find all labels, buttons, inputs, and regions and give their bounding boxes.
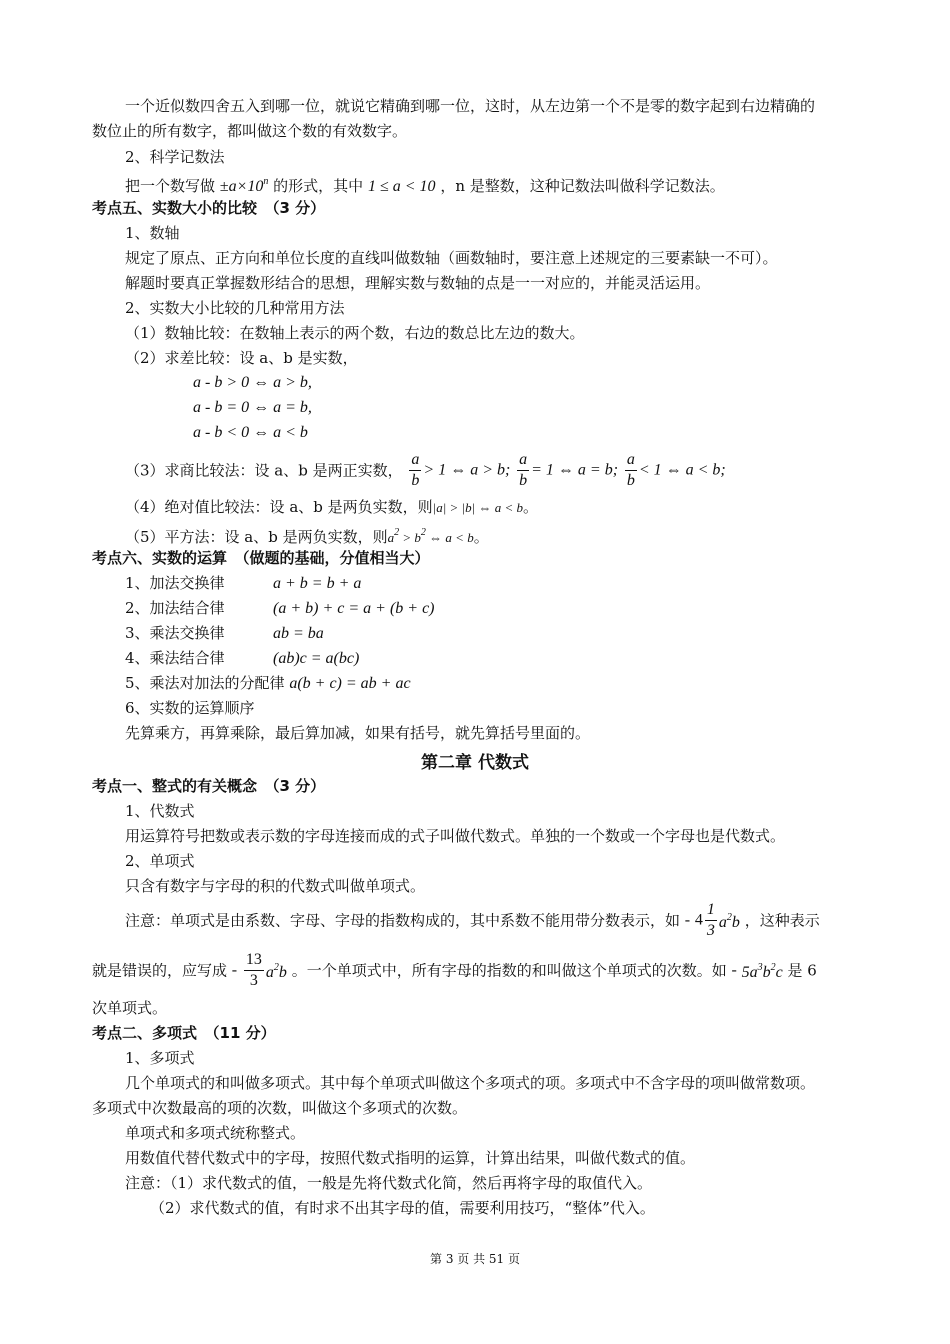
law-line: 3、乘法交换律 ab = ba: [125, 624, 324, 642]
text-line: 注意：（1）求代数式的值，一般是先将代数式化简，然后再将字母的取值代入。: [125, 1174, 653, 1192]
text-line: 1、代数式: [125, 802, 195, 820]
text-line: 多项式中次数最高的项的次数，叫做这个多项式的次数。: [92, 1099, 468, 1117]
chapter-title: 第二章 代数式: [421, 753, 529, 773]
text-line: 先算乘方，再算乘除，最后算加减，如果有括号，就先算括号里面的。: [125, 724, 591, 742]
section-heading: 考点一、整式的有关概念 （3 分）: [92, 777, 326, 795]
text-line: 2、单项式: [125, 852, 195, 870]
section-heading: 考点二、多项式 （11 分）: [92, 1024, 276, 1042]
text-line: 用数值代替代数式中的字母，按照代数式指明的运算，计算出结果，叫做代数式的值。: [125, 1149, 696, 1167]
sci-notation: $\pm a\times 10^n$: [219, 176, 269, 195]
fraction: $\frac{a}{b}$: [626, 451, 635, 489]
law-line: 1、加法交换律 a + b = b + a: [125, 574, 362, 592]
text-line: 2、科学记数法: [125, 148, 225, 166]
text-line: 2、实数大小比较的几种常用方法: [125, 299, 345, 317]
fraction: $\frac{a}{b}$: [411, 451, 420, 489]
text-line: （4）绝对值比较法：设 a、b 是两负实数，则|a| > |b| ⇔ a < b。: [125, 498, 538, 516]
text-line: （2）求差比较：设 a、b 是实数，: [125, 349, 358, 367]
text-line: 6、实数的运算顺序: [125, 699, 255, 717]
text-line: 解题时要真正掌握数形结合的思想，理解实数与数轴的点是一一对应的，并能灵活运用。: [125, 274, 711, 292]
formula: a - b > 0 ⇔ a > b,: [193, 374, 312, 391]
text-line: 几个单项式的和叫做多项式。其中每个单项式叫做这个多项式的项。多项式中不含字母的项叫做常数项。: [125, 1074, 816, 1092]
text-line: （3）求商比较法：设 a、b 是两正实数， $\frac{a}{b}$ > 1 ⇔ a > b; $\frac{a}{b}$ = 1 ⇔ a = b; $\frac{a}{b}$ < 1 ⇔ a < b;: [125, 451, 726, 489]
fraction: $\frac{13}{3}$: [245, 951, 262, 989]
law-line: 2、加法结合律 (a + b) + c = a + (b + c): [125, 599, 435, 617]
text-line: （1）数轴比较：在数轴上表示的两个数，右边的数总比左边的数大。: [125, 324, 585, 342]
fraction: $\frac{a}{b}$: [519, 451, 528, 489]
text-line: 注意：单项式是由系数、字母、字母的指数构成的，其中系数不能用带分数表示，如 - 4 $\frac{1}{3}$ $a^2b$ ，这种表示: [125, 901, 820, 939]
law-line: 5、乘法对加法的分配律 a(b + c) = ab + ac: [125, 674, 411, 692]
law-line: 4、乘法结合律 (ab)c = a(bc): [125, 649, 360, 667]
section-heading: 考点五、实数大小的比较 （3 分）: [92, 199, 326, 217]
formula: a - b = 0 ⇔ a = b,: [193, 399, 312, 416]
text-line: （5）平方法：设 a、b 是两负实数，则$a^2 > b^2$ ⇔ a < b。: [125, 527, 489, 546]
range: 1 ≤ a < 10: [367, 178, 436, 195]
fraction: $\frac{1}{3}$: [706, 901, 715, 939]
text-line: 就是错误的，应写成 - $\frac{13}{3}$ $a^2b$ 。一个单项式中，所有字母的指数的和叫做这个单项式的次数。如 - $5a^3b^2c$ 是 6: [92, 951, 817, 989]
text-line: 一个近似数四舍五入到哪一位，就说它精确到哪一位，这时，从左边第一个不是零的数字起到右边精确的: [125, 97, 816, 115]
section-heading: 考点六、实数的运算 （做题的基础，分值相当大）: [92, 549, 430, 567]
text-line: 1、数轴: [125, 224, 180, 242]
text-line: 数位止的所有数字，都叫做这个数的有效数字。: [92, 122, 408, 140]
text-line: 单项式和多项式统称整式。: [125, 1124, 306, 1142]
text-line: 次单项式。: [92, 999, 168, 1017]
text-line: 用运算符号把数或表示数的字母连接而成的式子叫做代数式。单独的一个数或一个字母也是代数式。: [125, 827, 786, 845]
text-line: 1、多项式: [125, 1049, 195, 1067]
formula: a - b < 0 ⇔ a < b: [193, 424, 308, 441]
page-footer: 第 3 页 共 51 页: [430, 1252, 520, 1266]
text-line: （2）求代数式的值，有时求不出其字母的值，需要利用技巧，“整体”代入。: [150, 1199, 655, 1217]
text-line: 把一个数写做 $\pm a\times 10^n$ 的形式，其中 1 ≤ a < 10 ，n 是整数，这种记数法叫做科学记数法。: [125, 176, 725, 195]
text-line: 规定了原点、正方向和单位长度的直线叫做数轴（画数轴时，要注意上述规定的三要素缺一不可）。: [125, 249, 778, 267]
text-line: 只含有数字与字母的积的代数式叫做单项式。: [125, 877, 426, 895]
